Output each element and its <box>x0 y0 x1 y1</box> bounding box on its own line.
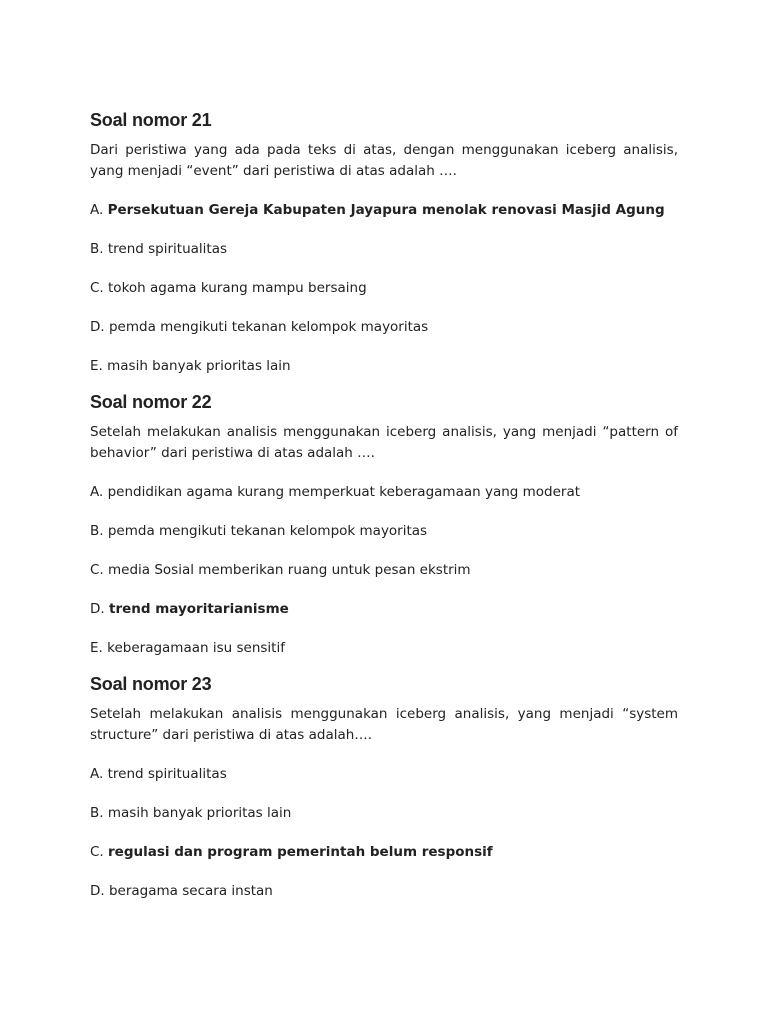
option-c <box>90 842 678 862</box>
option-text-answer: regulasi dan program pemerintah belum responsif <box>108 844 493 860</box>
option-letter: D. <box>90 319 105 335</box>
option-list <box>90 482 678 658</box>
option-letter: A. <box>90 202 104 218</box>
option-letter: B. <box>90 241 104 257</box>
option-text: pemda mengikuti tekanan kelompok mayoritas <box>108 319 429 335</box>
option-text: pendidikan agama kurang memperkuat keberagamaan yang moderat <box>107 484 581 500</box>
option-text: media Sosial memberikan ruang untuk pesan ekstrim <box>108 562 471 578</box>
option-e <box>90 638 678 658</box>
question-22 <box>90 390 678 658</box>
question-21 <box>90 108 678 376</box>
option-letter: E. <box>90 358 103 374</box>
option-text: tokoh agama kurang mampu bersaing <box>108 280 367 296</box>
question-23 <box>90 672 678 901</box>
question-text: Dari peristiwa yang ada pada teks di atas, dengan menggunakan iceberg analisis, yang menjadi “event” dari peristiwa di atas adalah …. <box>90 142 678 179</box>
option-letter: B. <box>90 523 104 539</box>
option-text: trend spiritualitas <box>107 241 228 257</box>
option-text-answer: Persekutuan Gereja Kabupaten Jayapura menolak renovasi Masjid Agung <box>107 202 665 218</box>
option-text: masih banyak prioritas lain <box>107 358 291 374</box>
option-list <box>90 200 678 376</box>
option-text: beragama secara instan <box>108 883 273 899</box>
option-letter: C. <box>90 844 104 860</box>
option-letter: B. <box>90 805 104 821</box>
option-list <box>90 764 678 901</box>
question-title: Soal nomor 22 <box>90 392 212 412</box>
option-text: trend spiritualitas <box>107 766 227 782</box>
option-text: pemda mengikuti tekanan kelompok mayoritas <box>107 523 428 539</box>
option-d <box>90 881 678 901</box>
option-text: keberagamaan isu sensitif <box>107 640 285 656</box>
option-b <box>90 521 678 541</box>
option-text: masih banyak prioritas lain <box>107 805 292 821</box>
option-d <box>90 317 678 337</box>
option-letter: A. <box>90 766 104 782</box>
option-letter: D. <box>90 883 105 899</box>
option-letter: D. <box>90 601 105 617</box>
option-text-answer: trend mayoritarianisme <box>108 601 289 617</box>
option-e <box>90 356 678 376</box>
option-a <box>90 764 678 784</box>
option-d <box>90 599 678 619</box>
option-letter: C. <box>90 562 104 578</box>
question-title: Soal nomor 23 <box>90 674 212 694</box>
option-a <box>90 200 678 220</box>
option-c <box>90 560 678 580</box>
option-letter: E. <box>90 640 103 656</box>
document-page <box>90 108 678 920</box>
option-b <box>90 239 678 259</box>
question-text: Setelah melakukan analisis menggunakan iceberg analisis, yang menjadi “system structure” dari peristiwa di atas adalah…. <box>90 706 678 743</box>
option-letter: C. <box>90 280 104 296</box>
option-b <box>90 803 678 823</box>
option-letter: A. <box>90 484 104 500</box>
option-a <box>90 482 678 502</box>
question-title: Soal nomor 21 <box>90 110 212 130</box>
option-c <box>90 278 678 298</box>
question-text: Setelah melakukan analisis menggunakan iceberg analisis, yang menjadi “pattern of behavior” dari peristiwa di atas adalah …. <box>90 424 678 461</box>
